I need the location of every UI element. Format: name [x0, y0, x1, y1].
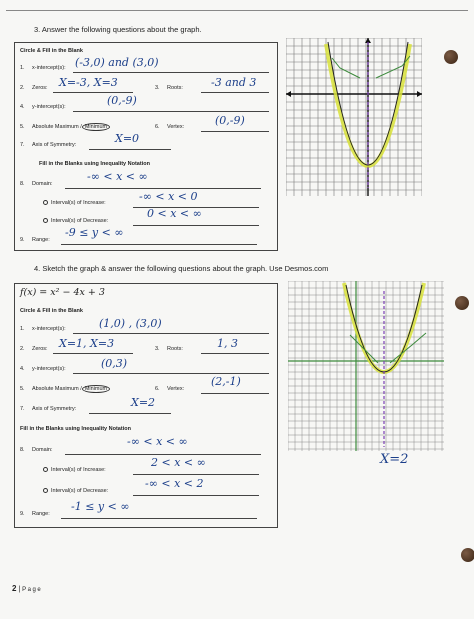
q4-domain-row: 8. Domain: [20, 447, 53, 453]
q3-zeros-row: 2. Zeros: [20, 85, 48, 91]
q3-range-row: 9. Range: [20, 237, 50, 243]
q3-x-intercepts-row: 1. x-intercept(s): [20, 65, 66, 71]
q3-axis-row: 7. Axis of Symmetry: [20, 142, 77, 148]
q3-zeros-answer: X=-3, X=3 [59, 76, 118, 89]
question-4-answer-box [14, 283, 278, 528]
q3-decrease-line [133, 225, 259, 226]
q4-increase-row: Interval(s) of Increase: [43, 467, 106, 473]
q4-vertex-line [201, 393, 269, 394]
q4-domain-answer: -∞ < x < ∞ [127, 435, 188, 448]
q4-axis-answer: X=2 [131, 396, 156, 409]
q3-vertex-row: 6. Vertex: [155, 124, 185, 130]
q3-section-header: Circle & Fill in the Blank [20, 48, 83, 54]
q3-minimum-circled: Minimum [82, 123, 110, 131]
q3-vertex-line [201, 131, 269, 132]
q4-graph-axis-note: X=2 [380, 452, 409, 467]
q4-increase-answer: 2 < x < ∞ [151, 456, 206, 469]
question-3-title: 3. Answer the following questions about the graph. [34, 25, 202, 34]
q4-vertex-answer: (2,-1) [211, 375, 241, 388]
question-3-answer-box [14, 42, 278, 251]
q4-roots-line [201, 353, 269, 354]
q3-y-intercept-row: 4. y-intercept(s): [20, 104, 66, 110]
q3-y-intercept-answer: (0,-9) [107, 94, 137, 107]
q3-decrease-arrow [332, 58, 360, 78]
q4-x-intercepts-answer: (1,0) , (3,0) [99, 317, 162, 330]
q4-y-intercept-answer: (0,3) [101, 357, 128, 370]
q3-roots-line [201, 92, 269, 93]
q3-extremum-row: 5. Absolute Maximum / Minimum [20, 124, 110, 130]
q3-x-intercepts-answer: (-3,0) and (3,0) [75, 56, 159, 69]
q4-x-intercepts-row: 1. x-intercept(s): [20, 326, 66, 332]
q3-range-line [61, 244, 257, 245]
q4-zeros-row: 2. Zeros: [20, 346, 48, 352]
q4-inequality-header: Fill in the Blanks using Inequality Notation [20, 426, 131, 432]
q4-range-line [61, 518, 257, 519]
binder-hole-top [444, 50, 458, 64]
q3-x-axis-arrow-right [417, 91, 422, 97]
question-4-graph [288, 281, 444, 451]
q4-minimum-circled: Minimum [82, 385, 110, 393]
binder-hole-bottom [461, 548, 474, 562]
binder-hole-middle [455, 296, 469, 310]
page-footer: 2 | Page [12, 584, 43, 593]
q3-range-answer: -9 ≤ y < ∞ [65, 226, 124, 239]
q3-axis-answer: X=0 [115, 132, 140, 145]
q4-roots-answer: 1, 3 [217, 337, 238, 350]
q4-axis-row: 7. Axis of Symmetry: [20, 406, 77, 412]
q3-x-intercepts-line [73, 72, 269, 73]
q4-roots-row: 3. Roots: [155, 346, 183, 352]
q3-y-intercept-line [73, 111, 269, 112]
q4-y-intercept-row: 4. y-intercept(s): [20, 366, 66, 372]
q4-function-formula: f(x) = x² − 4x + 3 [20, 287, 105, 298]
q4-decrease-line [133, 495, 259, 496]
q3-increase-answer: -∞ < x < 0 [139, 190, 198, 203]
q4-range-answer: -1 ≤ y < ∞ [71, 500, 130, 513]
q4-range-row: 9. Range: [20, 511, 50, 517]
q3-roots-answer: -3 and 3 [211, 76, 257, 89]
q3-axis-line [89, 149, 171, 150]
q4-extremum-row: 5. Absolute Maximum / Minimum [20, 386, 110, 392]
q3-x-axis-arrow-left [286, 91, 291, 97]
q4-y-intercept-line [73, 373, 269, 374]
q4-section-header: Circle & Fill in the Blank [20, 308, 83, 314]
q4-decrease-answer: -∞ < x < 2 [145, 477, 204, 490]
q4-zeros-line [53, 353, 133, 354]
q4-domain-line [65, 454, 261, 455]
q3-domain-line [65, 188, 261, 189]
q3-domain-row: 8. Domain: [20, 181, 53, 187]
q3-zeros-line [53, 92, 133, 93]
q4-increase-line [133, 474, 259, 475]
q3-decrease-answer: 0 < x < ∞ [147, 207, 202, 220]
q3-domain-answer: -∞ < x < ∞ [87, 170, 148, 183]
q4-zeros-answer: X=1, X=3 [59, 337, 115, 350]
q3-roots-row: 3. Roots: [155, 85, 183, 91]
q3-inequality-header: Fill in the Blanks using Inequality Notation [39, 161, 150, 167]
top-rule [6, 10, 468, 11]
q4-axis-line [89, 413, 171, 414]
q4-vertex-row: 6. Vertex: [155, 386, 185, 392]
question-4-title: 4. Sketch the graph & answer the following questions about the graph. Use Desmos.com [34, 264, 329, 273]
question-3-graph [286, 38, 422, 196]
q4-x-intercepts-line [73, 333, 269, 334]
q3-increase-row: Interval(s) of Increase: [43, 200, 106, 206]
q4-decrease-arrow [350, 335, 378, 363]
q3-vertex-answer: (0,-9) [215, 114, 245, 127]
q3-decrease-row: Interval(s) of Decrease: [43, 218, 108, 224]
q4-decrease-row: Interval(s) of Decrease: [43, 488, 108, 494]
